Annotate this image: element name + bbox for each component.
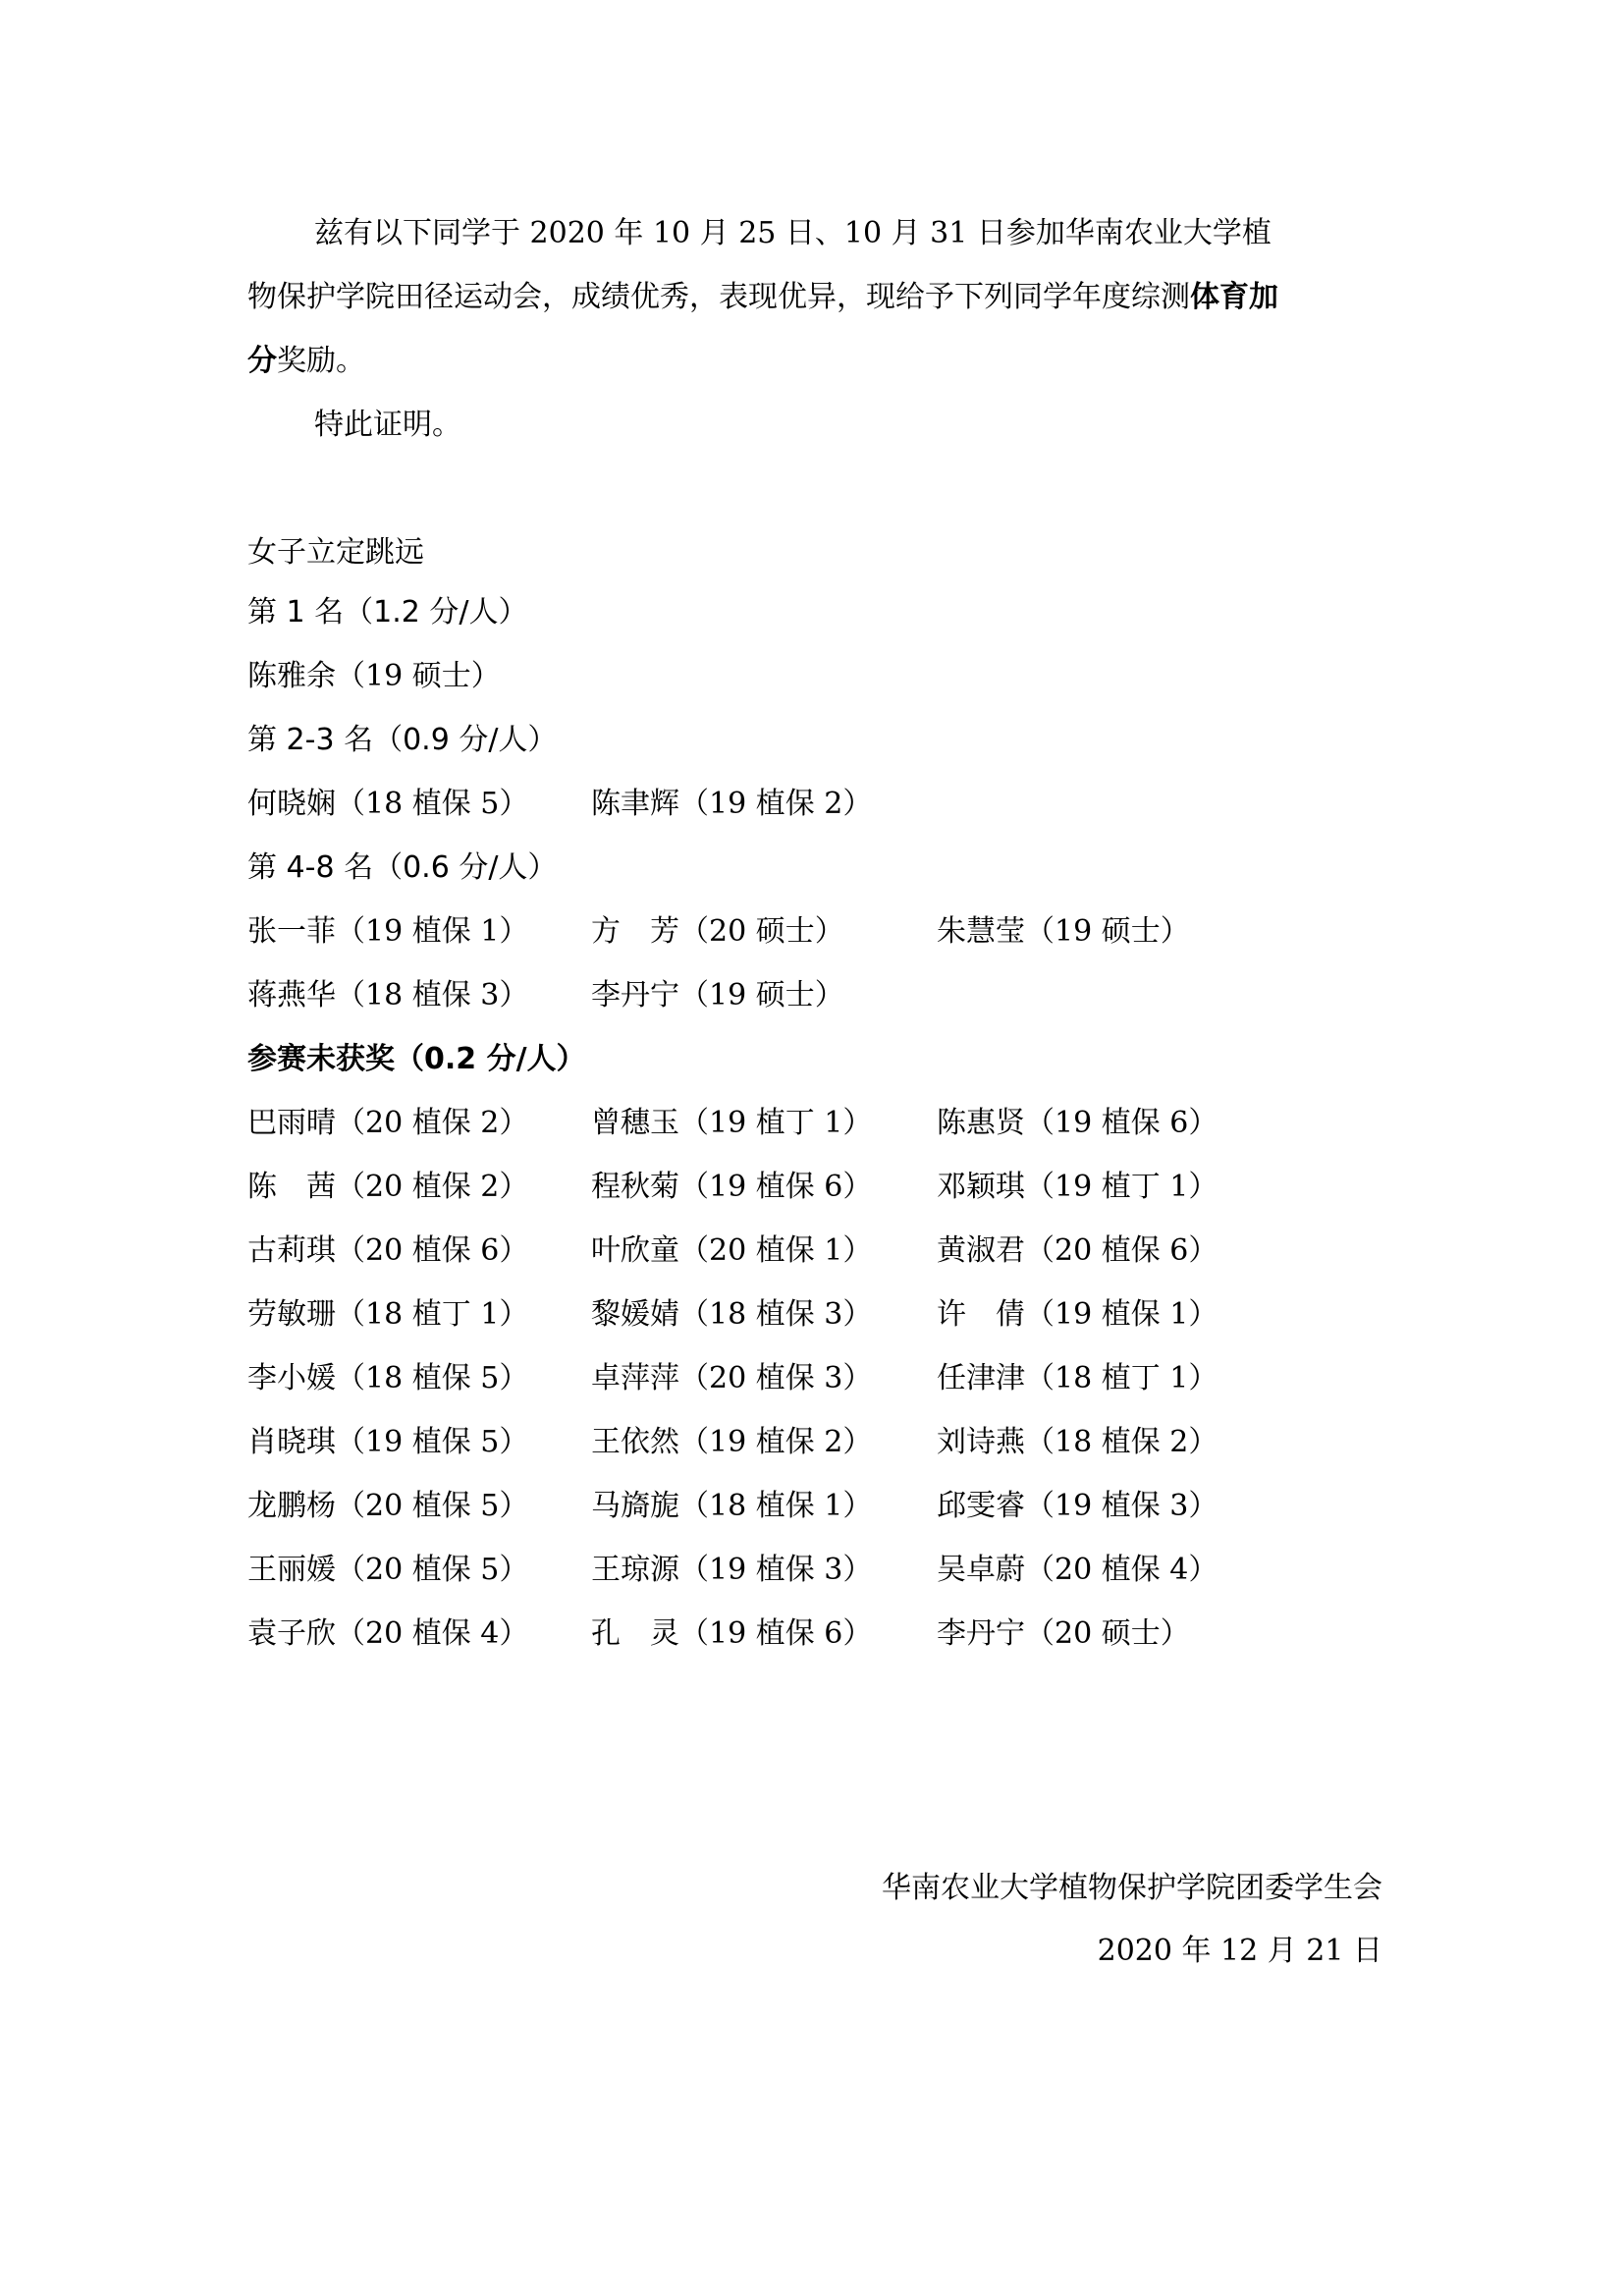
- intro-paragraph: [247, 201, 1381, 457]
- student-entry: 王丽媛（20 植保 5）: [247, 1553, 529, 1587]
- student-entry: 张一菲（19 植保 1）: [247, 914, 529, 949]
- intro-highlight-1: 体育加: [1190, 280, 1278, 314]
- student-entry: 劳敏珊（18 植丁 1）: [247, 1297, 529, 1332]
- name-row: [247, 1474, 1386, 1538]
- student-entry: 方 芳（20 硕士）: [591, 914, 844, 949]
- section-heading: 参赛未获奖（0.2 分/人）: [247, 1042, 586, 1076]
- signature-date: 2020 年 12 月 21 日: [1097, 1934, 1382, 1968]
- student-entry: 程秋菊（19 植保 6）: [591, 1170, 873, 1204]
- name-row: [247, 1219, 1386, 1283]
- section-heading: 第 2-3 名（0.9 分/人）: [247, 723, 558, 757]
- student-entry: 王琼源（19 植保 3）: [591, 1553, 873, 1587]
- certify-text: 特此证明。: [314, 408, 461, 442]
- intro-line-3: 奖励。: [277, 344, 365, 378]
- student-entry: 袁子欣（20 植保 4）: [247, 1616, 529, 1651]
- student-entry: 陈 茜（20 植保 2）: [247, 1170, 529, 1204]
- name-row: [247, 1283, 1386, 1346]
- intro-line-1: 兹有以下同学于 2020 年 10 月 25 日、10 月 31 日参加华南农业大学植: [314, 216, 1271, 250]
- student-entry: 李丹宁（19 硕士）: [591, 978, 844, 1012]
- name-row: [247, 963, 1386, 1027]
- name-row: [247, 1602, 1386, 1666]
- student-entry: 许 倩（19 植保 1）: [937, 1297, 1218, 1332]
- intro-line-2: 物保护学院田径运动会，成绩优秀，表现优异，现给予下列同学年度综测: [247, 280, 1190, 314]
- student-entry: 李小媛（18 植保 5）: [247, 1361, 529, 1395]
- name-row: [247, 1410, 1386, 1474]
- student-entry: 王依然（19 植保 2）: [591, 1425, 873, 1459]
- section-heading: 第 4-8 名（0.6 分/人）: [247, 850, 558, 885]
- name-row: [247, 1091, 1386, 1155]
- student-entry: 黎媛婧（18 植保 3）: [591, 1297, 873, 1332]
- student-entry: 李丹宁（20 硕士）: [937, 1616, 1190, 1651]
- event-title: 女子立定跳远: [247, 535, 424, 570]
- student-entry: 何晓娴（18 植保 5）: [247, 787, 529, 821]
- student-entry: 龙鹏杨（20 植保 5）: [247, 1489, 529, 1523]
- results-list: [247, 580, 1386, 1666]
- student-entry: 肖晓琪（19 植保 5）: [247, 1425, 529, 1459]
- name-row: [247, 1346, 1386, 1410]
- student-entry: 朱慧莹（19 硕士）: [937, 914, 1190, 949]
- student-entry: 蒋燕华（18 植保 3）: [247, 978, 529, 1012]
- section-heading: 第 1 名（1.2 分/人）: [247, 595, 528, 629]
- student-entry: 孔 灵（19 植保 6）: [591, 1616, 873, 1651]
- student-entry: 邓颖琪（19 植丁 1）: [937, 1170, 1218, 1204]
- signature-org: 华南农业大学植物保护学院团委学生会: [882, 1871, 1382, 1905]
- student-entry: 黄淑君（20 植保 6）: [937, 1233, 1218, 1268]
- student-entry: 马旖旎（18 植保 1）: [591, 1489, 873, 1523]
- student-entry: 曾穗玉（19 植丁 1）: [591, 1106, 873, 1140]
- name-row: [247, 900, 1386, 963]
- student-entry: 卓萍萍（20 植保 3）: [591, 1361, 873, 1395]
- student-entry: 刘诗燕（18 植保 2）: [937, 1425, 1218, 1459]
- student-entry: 邱雯睿（19 植保 3）: [937, 1489, 1218, 1523]
- student-entry: 陈惠贤（19 植保 6）: [937, 1106, 1218, 1140]
- name-row: [247, 772, 1386, 836]
- name-row: [247, 644, 1386, 708]
- student-entry: 陈聿辉（19 植保 2）: [591, 787, 873, 821]
- student-entry: 叶欣童（20 植保 1）: [591, 1233, 873, 1268]
- student-entry: 任津津（18 植丁 1）: [937, 1361, 1218, 1395]
- name-row: [247, 1538, 1386, 1602]
- intro-highlight-2: 分: [247, 344, 277, 378]
- student-entry: 吴卓蔚（20 植保 4）: [937, 1553, 1218, 1587]
- student-entry: 巴雨晴（20 植保 2）: [247, 1106, 529, 1140]
- student-entry: 古莉琪（20 植保 6）: [247, 1233, 529, 1268]
- student-entry: 陈雅余（19 硕士）: [247, 659, 501, 693]
- name-row: [247, 1155, 1386, 1219]
